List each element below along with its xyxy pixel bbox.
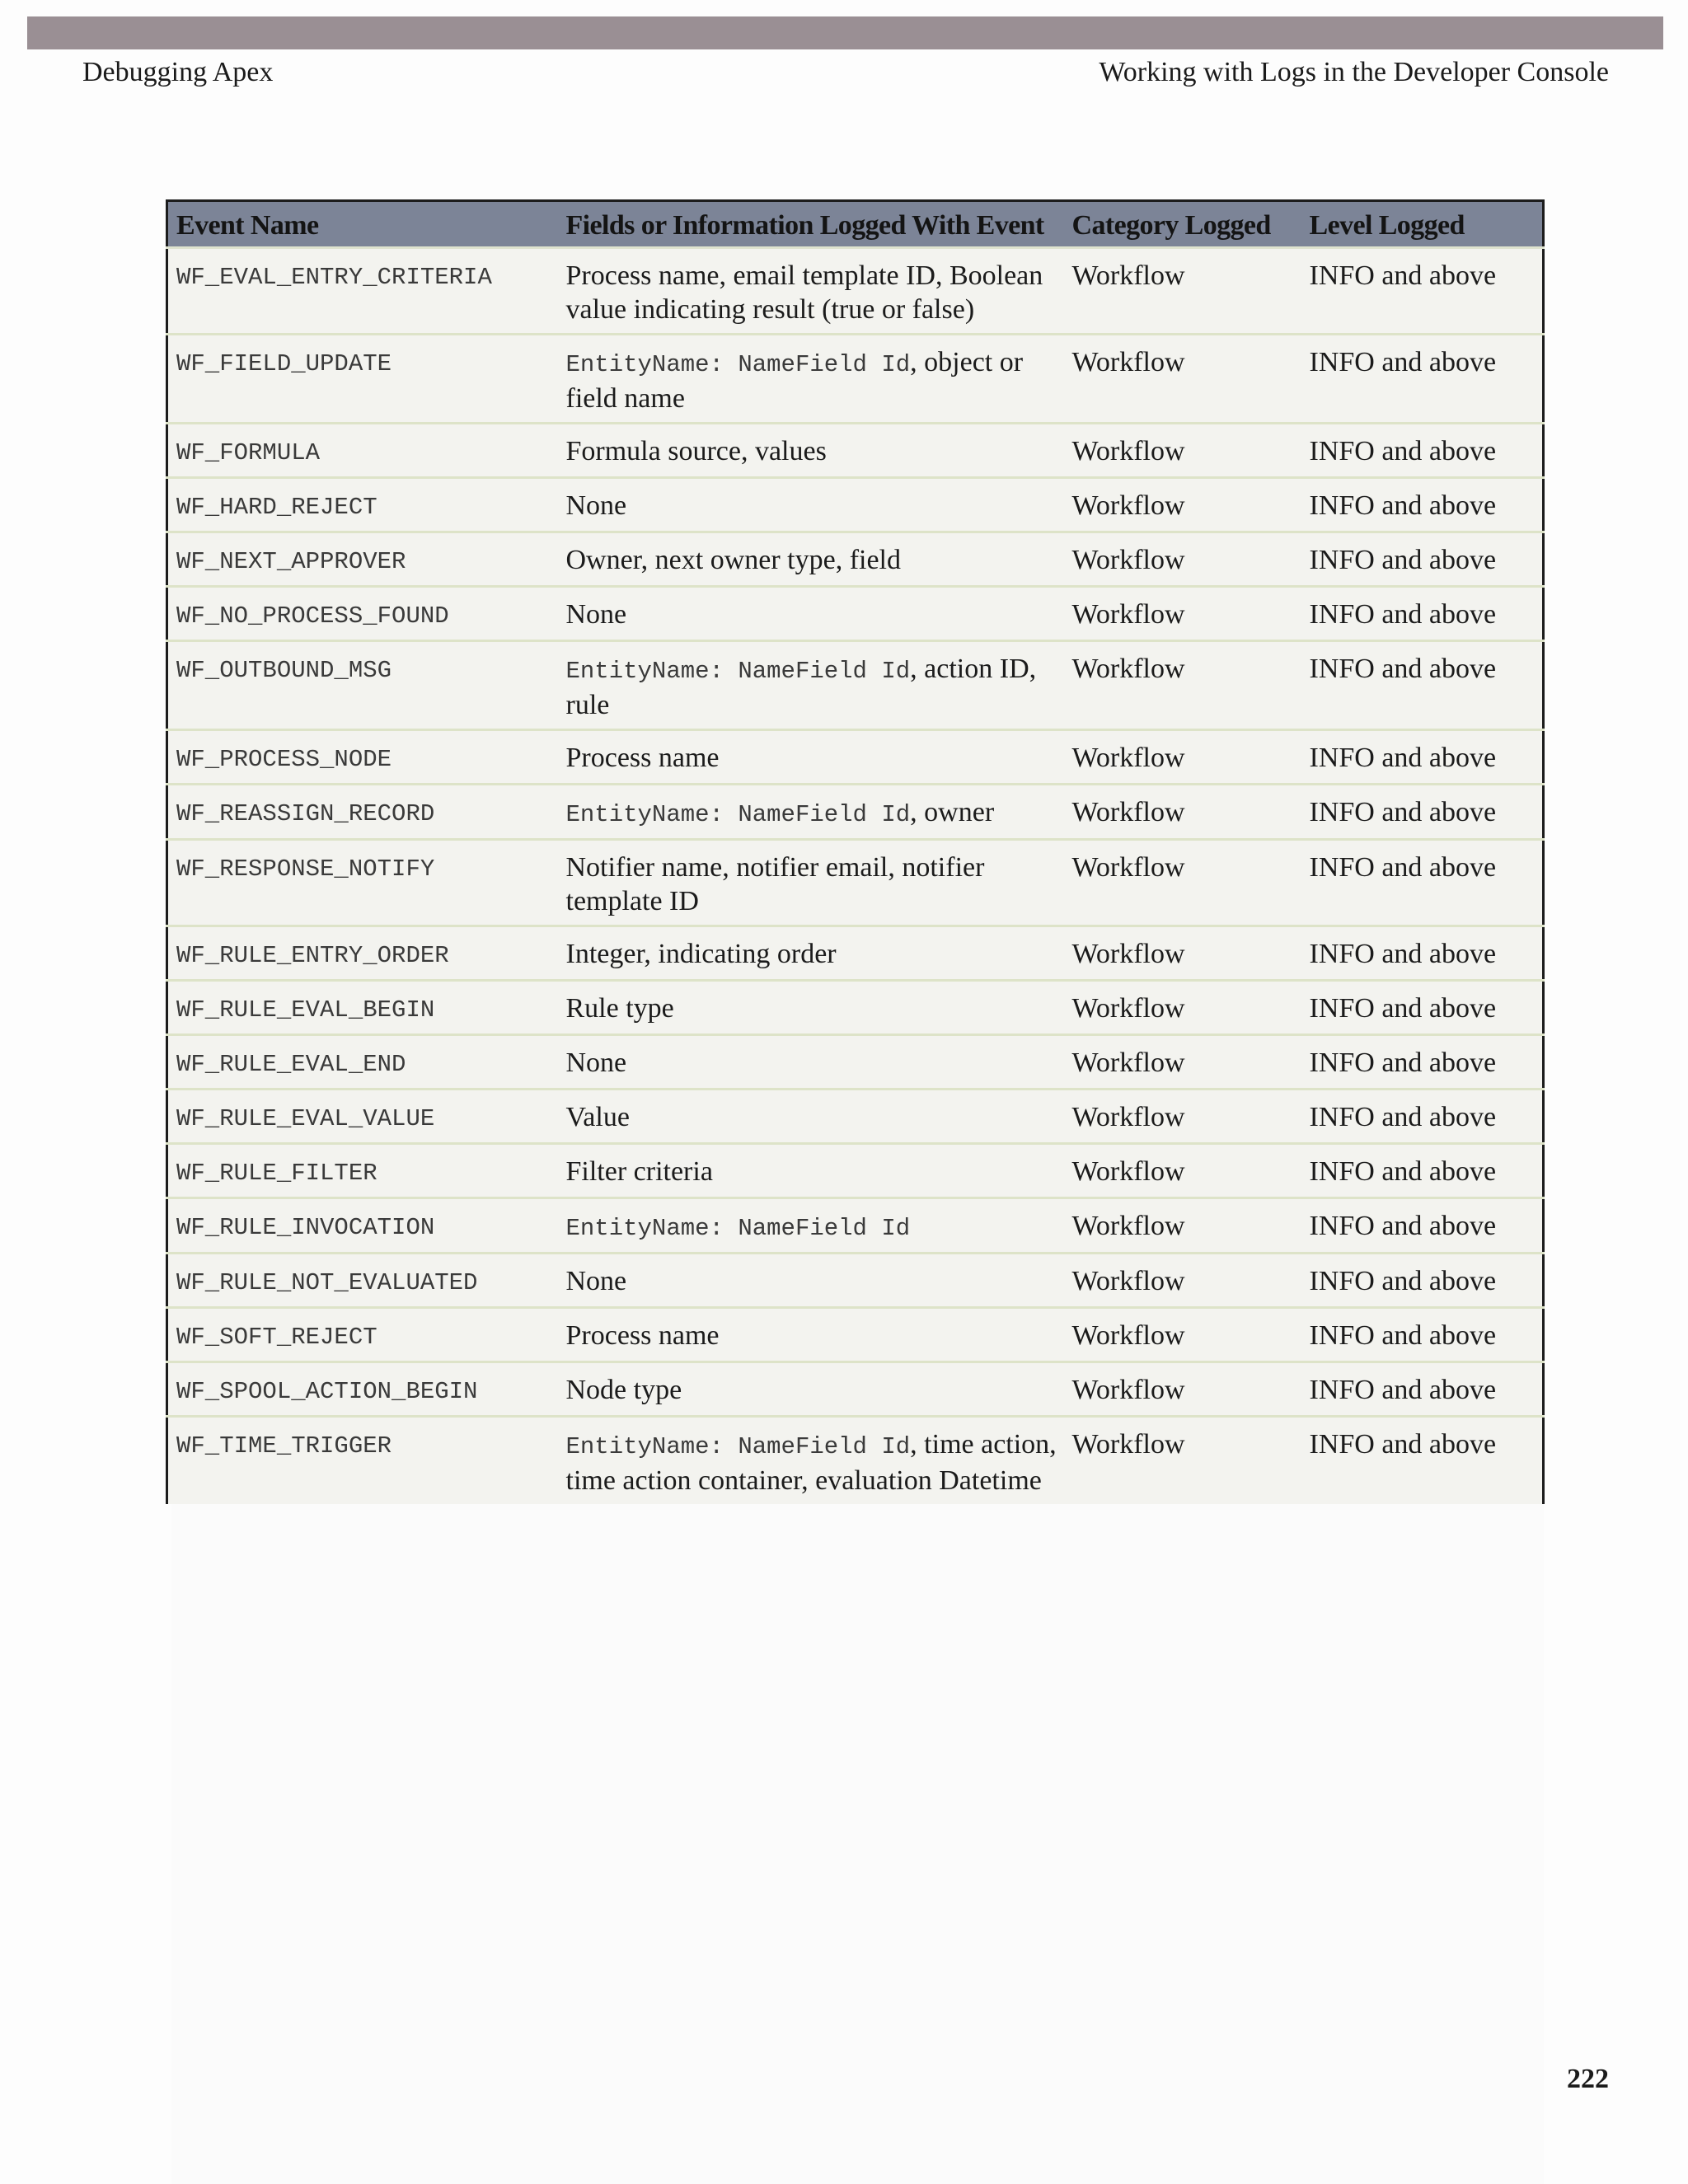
category-cell: Workflow: [1064, 785, 1301, 840]
table-row: [167, 641, 1544, 730]
level-cell: INFO and above: [1301, 1144, 1544, 1198]
table-row: [167, 840, 1544, 926]
fields-text: Filter criteria: [565, 1156, 713, 1187]
fields-text: Rule type: [565, 993, 674, 1024]
table-row: [167, 1198, 1544, 1254]
fields-logged-cell: [558, 981, 1064, 1035]
fields-logged-cell: [558, 1035, 1064, 1090]
fields-text: Process name, email template ID, Boolean value indicating result (true or false): [565, 260, 1043, 325]
level-cell: INFO and above: [1301, 1362, 1544, 1417]
fields-text: , object or field name: [565, 347, 1024, 414]
table-row: [167, 532, 1544, 587]
fields-logged-cell: [558, 641, 1064, 730]
table-row: [167, 1035, 1544, 1090]
fields-logged-cell: [558, 1308, 1064, 1362]
table-row: [167, 587, 1544, 641]
level-cell: INFO and above: [1301, 730, 1544, 785]
fields-logged-cell: [558, 1144, 1064, 1198]
event-name-cell: WF_FIELD_UPDATE: [167, 335, 558, 424]
column-header: Category Logged: [1064, 201, 1301, 248]
fields-logged-cell: [558, 926, 1064, 981]
table-row: [167, 785, 1544, 840]
entity-code: EntityName: NameField Id: [565, 801, 911, 828]
table-row: [167, 248, 1544, 335]
fields-logged-cell: [558, 1090, 1064, 1144]
event-name-cell: WF_SOFT_REJECT: [167, 1308, 558, 1362]
entity-code: EntityName: NameField Id: [565, 658, 911, 685]
table-header: [167, 201, 1544, 248]
fields-text: , action ID, rule: [565, 654, 1037, 720]
fields-logged-cell: [558, 1362, 1064, 1417]
event-name-cell: WF_EVAL_ENTRY_CRITERIA: [167, 248, 558, 335]
fields-text: Owner, next owner type, field: [565, 545, 902, 575]
event-name-cell: WF_RULE_EVAL_BEGIN: [167, 981, 558, 1035]
level-cell: INFO and above: [1301, 1417, 1544, 1505]
event-name-cell: WF_OUTBOUND_MSG: [167, 641, 558, 730]
event-name-cell: WF_NEXT_APPROVER: [167, 532, 558, 587]
event-name-cell: WF_TIME_TRIGGER: [167, 1417, 558, 1505]
category-cell: Workflow: [1064, 1417, 1301, 1505]
fields-logged-cell: [558, 587, 1064, 641]
fields-text: , time action, time action container, evaluation Datetime: [565, 1429, 1057, 1496]
page-number: 222: [1567, 2064, 1609, 2094]
event-name-cell: WF_RULE_EVAL_VALUE: [167, 1090, 558, 1144]
level-cell: INFO and above: [1301, 335, 1544, 424]
level-cell: INFO and above: [1301, 785, 1544, 840]
fields-text: None: [565, 1266, 627, 1296]
event-name-cell: WF_SPOOL_ACTION_BEGIN: [167, 1362, 558, 1417]
table-row: [167, 730, 1544, 785]
log-events-table: [166, 199, 1545, 1504]
level-cell: INFO and above: [1301, 1198, 1544, 1254]
page-shadow: [171, 1451, 1544, 2184]
level-cell: INFO and above: [1301, 248, 1544, 335]
event-name-cell: WF_RESPONSE_NOTIFY: [167, 840, 558, 926]
table-row: [167, 424, 1544, 478]
category-cell: Workflow: [1064, 926, 1301, 981]
category-cell: Workflow: [1064, 1362, 1301, 1417]
level-cell: INFO and above: [1301, 1308, 1544, 1362]
event-name-cell: WF_PROCESS_NODE: [167, 730, 558, 785]
level-cell: INFO and above: [1301, 1035, 1544, 1090]
running-header-right: Working with Logs in the Developer Console: [1099, 57, 1609, 87]
table-row: [167, 1254, 1544, 1308]
fields-text: Node type: [565, 1375, 682, 1405]
category-cell: Workflow: [1064, 1254, 1301, 1308]
event-name-cell: WF_HARD_REJECT: [167, 478, 558, 532]
fields-text: Process name: [565, 743, 720, 773]
category-cell: Workflow: [1064, 1198, 1301, 1254]
column-header: Fields or Information Logged With Event: [558, 201, 1064, 248]
fields-text: Value: [565, 1102, 630, 1132]
category-cell: Workflow: [1064, 730, 1301, 785]
fields-text: Integer, indicating order: [565, 939, 837, 969]
level-cell: INFO and above: [1301, 840, 1544, 926]
fields-logged-cell: [558, 1198, 1064, 1254]
table-row: [167, 926, 1544, 981]
category-cell: Workflow: [1064, 1308, 1301, 1362]
level-cell: INFO and above: [1301, 587, 1544, 641]
category-cell: Workflow: [1064, 424, 1301, 478]
table-row: [167, 1417, 1544, 1505]
fields-logged-cell: [558, 248, 1064, 335]
table-row: [167, 478, 1544, 532]
fields-text: None: [565, 1047, 627, 1078]
event-name-cell: WF_FORMULA: [167, 424, 558, 478]
table-header-row: [167, 201, 1544, 248]
event-name-cell: WF_RULE_FILTER: [167, 1144, 558, 1198]
category-cell: Workflow: [1064, 1090, 1301, 1144]
level-cell: INFO and above: [1301, 1254, 1544, 1308]
fields-logged-cell: [558, 532, 1064, 587]
fields-text: Process name: [565, 1320, 720, 1351]
fields-text: Formula source, values: [565, 436, 827, 466]
level-cell: INFO and above: [1301, 641, 1544, 730]
category-cell: Workflow: [1064, 587, 1301, 641]
entity-code: EntityName: NameField Id: [565, 351, 911, 378]
entity-code: EntityName: NameField Id: [565, 1215, 911, 1242]
category-cell: Workflow: [1064, 981, 1301, 1035]
event-name-cell: WF_RULE_INVOCATION: [167, 1198, 558, 1254]
entity-code: EntityName: NameField Id: [565, 1433, 911, 1460]
category-cell: Workflow: [1064, 248, 1301, 335]
level-cell: INFO and above: [1301, 1090, 1544, 1144]
column-header: Level Logged: [1301, 201, 1544, 248]
table-row: [167, 1090, 1544, 1144]
category-cell: Workflow: [1064, 641, 1301, 730]
category-cell: Workflow: [1064, 1035, 1301, 1090]
level-cell: INFO and above: [1301, 424, 1544, 478]
category-cell: Workflow: [1064, 335, 1301, 424]
table-body: [167, 248, 1544, 1505]
header-rule: [27, 16, 1663, 49]
level-cell: INFO and above: [1301, 478, 1544, 532]
fields-text: None: [565, 490, 627, 521]
event-name-cell: WF_REASSIGN_RECORD: [167, 785, 558, 840]
category-cell: Workflow: [1064, 840, 1301, 926]
event-name-cell: WF_NO_PROCESS_FOUND: [167, 587, 558, 641]
fields-logged-cell: [558, 840, 1064, 926]
table-row: [167, 1362, 1544, 1417]
running-header-left: Debugging Apex: [82, 57, 274, 87]
table-row: [167, 1308, 1544, 1362]
fields-text: , owner: [910, 797, 995, 827]
category-cell: Workflow: [1064, 532, 1301, 587]
table-row: [167, 1144, 1544, 1198]
event-name-cell: WF_RULE_ENTRY_ORDER: [167, 926, 558, 981]
fields-logged-cell: [558, 478, 1064, 532]
fields-logged-cell: [558, 730, 1064, 785]
level-cell: INFO and above: [1301, 981, 1544, 1035]
fields-text: Notifier name, notifier email, notifier template ID: [565, 852, 985, 916]
table-row: [167, 981, 1544, 1035]
fields-logged-cell: [558, 785, 1064, 840]
level-cell: INFO and above: [1301, 532, 1544, 587]
fields-logged-cell: [558, 1417, 1064, 1505]
fields-logged-cell: [558, 335, 1064, 424]
column-header: Event Name: [167, 201, 558, 248]
event-name-cell: WF_RULE_NOT_EVALUATED: [167, 1254, 558, 1308]
category-cell: Workflow: [1064, 478, 1301, 532]
fields-logged-cell: [558, 1254, 1064, 1308]
event-name-cell: WF_RULE_EVAL_END: [167, 1035, 558, 1090]
category-cell: Workflow: [1064, 1144, 1301, 1198]
level-cell: INFO and above: [1301, 926, 1544, 981]
fields-text: None: [565, 599, 627, 630]
table-row: [167, 335, 1544, 424]
fields-logged-cell: [558, 424, 1064, 478]
